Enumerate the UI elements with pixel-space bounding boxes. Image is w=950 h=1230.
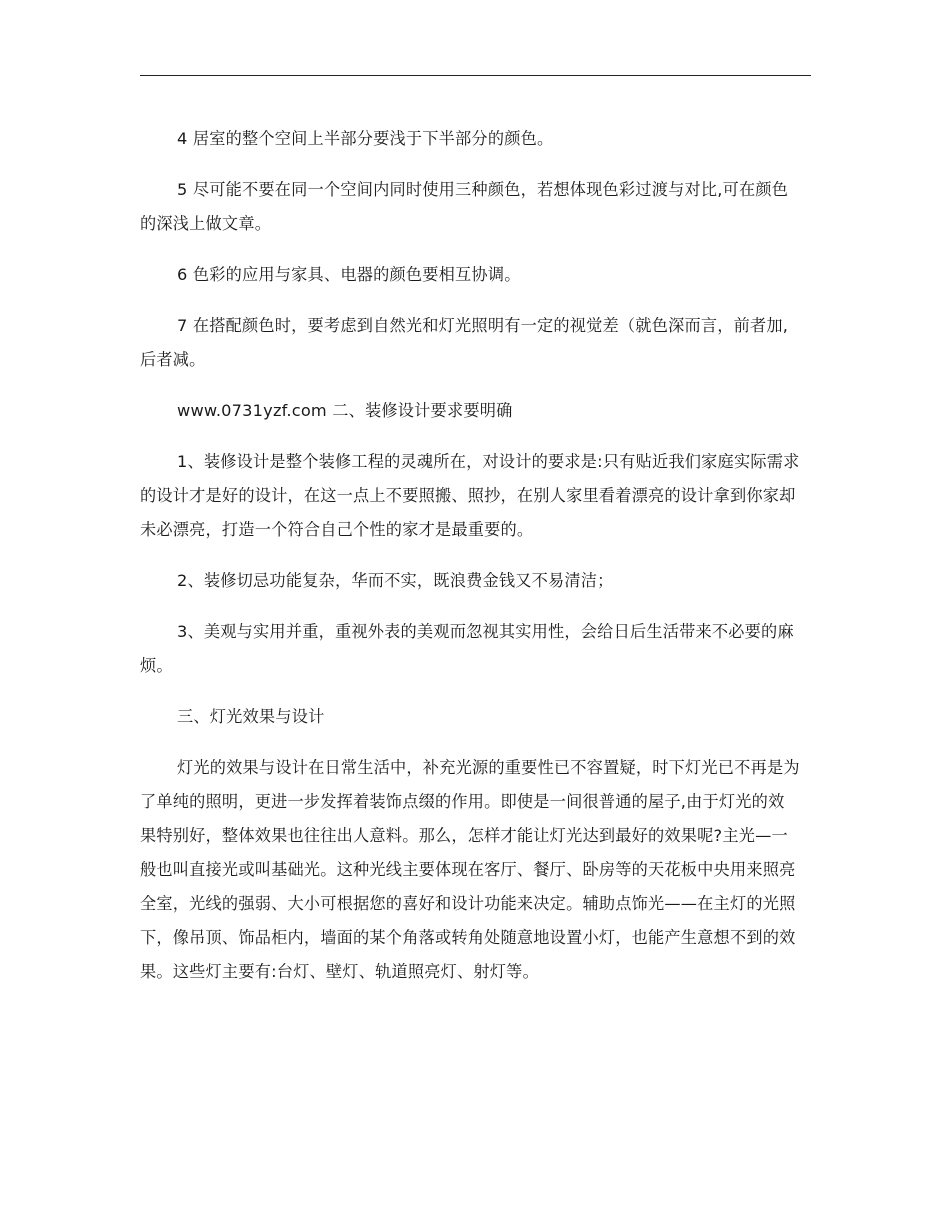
paragraph-beauty-practicality: 3、美观与实用并重，重视外表的美观而忽视其实用性，会给日后生活带来不必要的麻烦。 bbox=[140, 622, 794, 675]
paragraph-color-upper-lower: 4 居室的整个空间上半部分要浅于下半部分的颜色。 bbox=[177, 129, 554, 148]
paragraph-lighting-effects: 灯光的效果与设计在日常生活中，补充光源的重要性已不容置疑，时下灯光已不再是为了单纯的照明，更进一步发挥着装饰点缀的作用。即使是一间很普通的屋子,由于灯光的效果特别好，整体效果也往往出人意料。那么，怎样才能让灯光达到最好的效果呢?主光—一般也叫直接光或叫基础光。这种光线主要体现在客厅、餐厅、卧房等的天花板中央用来照亮全室，光线的强弱、大小可根据您的喜好和设计功能来决定。辅助点饰光——在主灯的光照下，像吊顶、饰品柜内，墙面的某个角落或转角处随意地设置小灯，也能产生意想不到的效果。这些灯主要有:台灯、壁灯、轨道照亮灯、射灯等。 bbox=[140, 758, 800, 981]
paragraph-avoid-complexity: 2、装修切忌功能复杂，华而不实，既浪费金钱又不易清洁； bbox=[177, 571, 614, 590]
paragraph-three-colors: 5 尽可能不要在同一个空间内同时使用三种颜色，若想体现色彩过渡与对比,可在颜色的深浅上做文章。 bbox=[140, 180, 789, 233]
section-heading-lighting: 三、灯光效果与设计 bbox=[177, 707, 325, 726]
paragraph-light-difference: 7 在搭配颜色时，要考虑到自然光和灯光照明有一定的视觉差（就色深而言，前者加,后者减。 bbox=[140, 316, 789, 369]
paragraph-design-soul: 1、装修设计是整个装修工程的灵魂所在，对设计的要求是:只有贴近我们家庭实际需求的设计才是好的设计，在这一点上不要照搬、照抄，在别人家里看着漂亮的设计拿到你家却未必漂亮，打造一个符合自己个性的家才是最重要的。 bbox=[140, 452, 800, 539]
document-body bbox=[140, 122, 800, 1006]
paragraph-furniture-colors: 6 色彩的应用与家具、电器的颜色要相互协调。 bbox=[177, 265, 521, 284]
header-rule bbox=[140, 75, 811, 76]
section-heading-design-requirements: www.0731yzf.com 二、装修设计要求要明确 bbox=[177, 401, 513, 420]
